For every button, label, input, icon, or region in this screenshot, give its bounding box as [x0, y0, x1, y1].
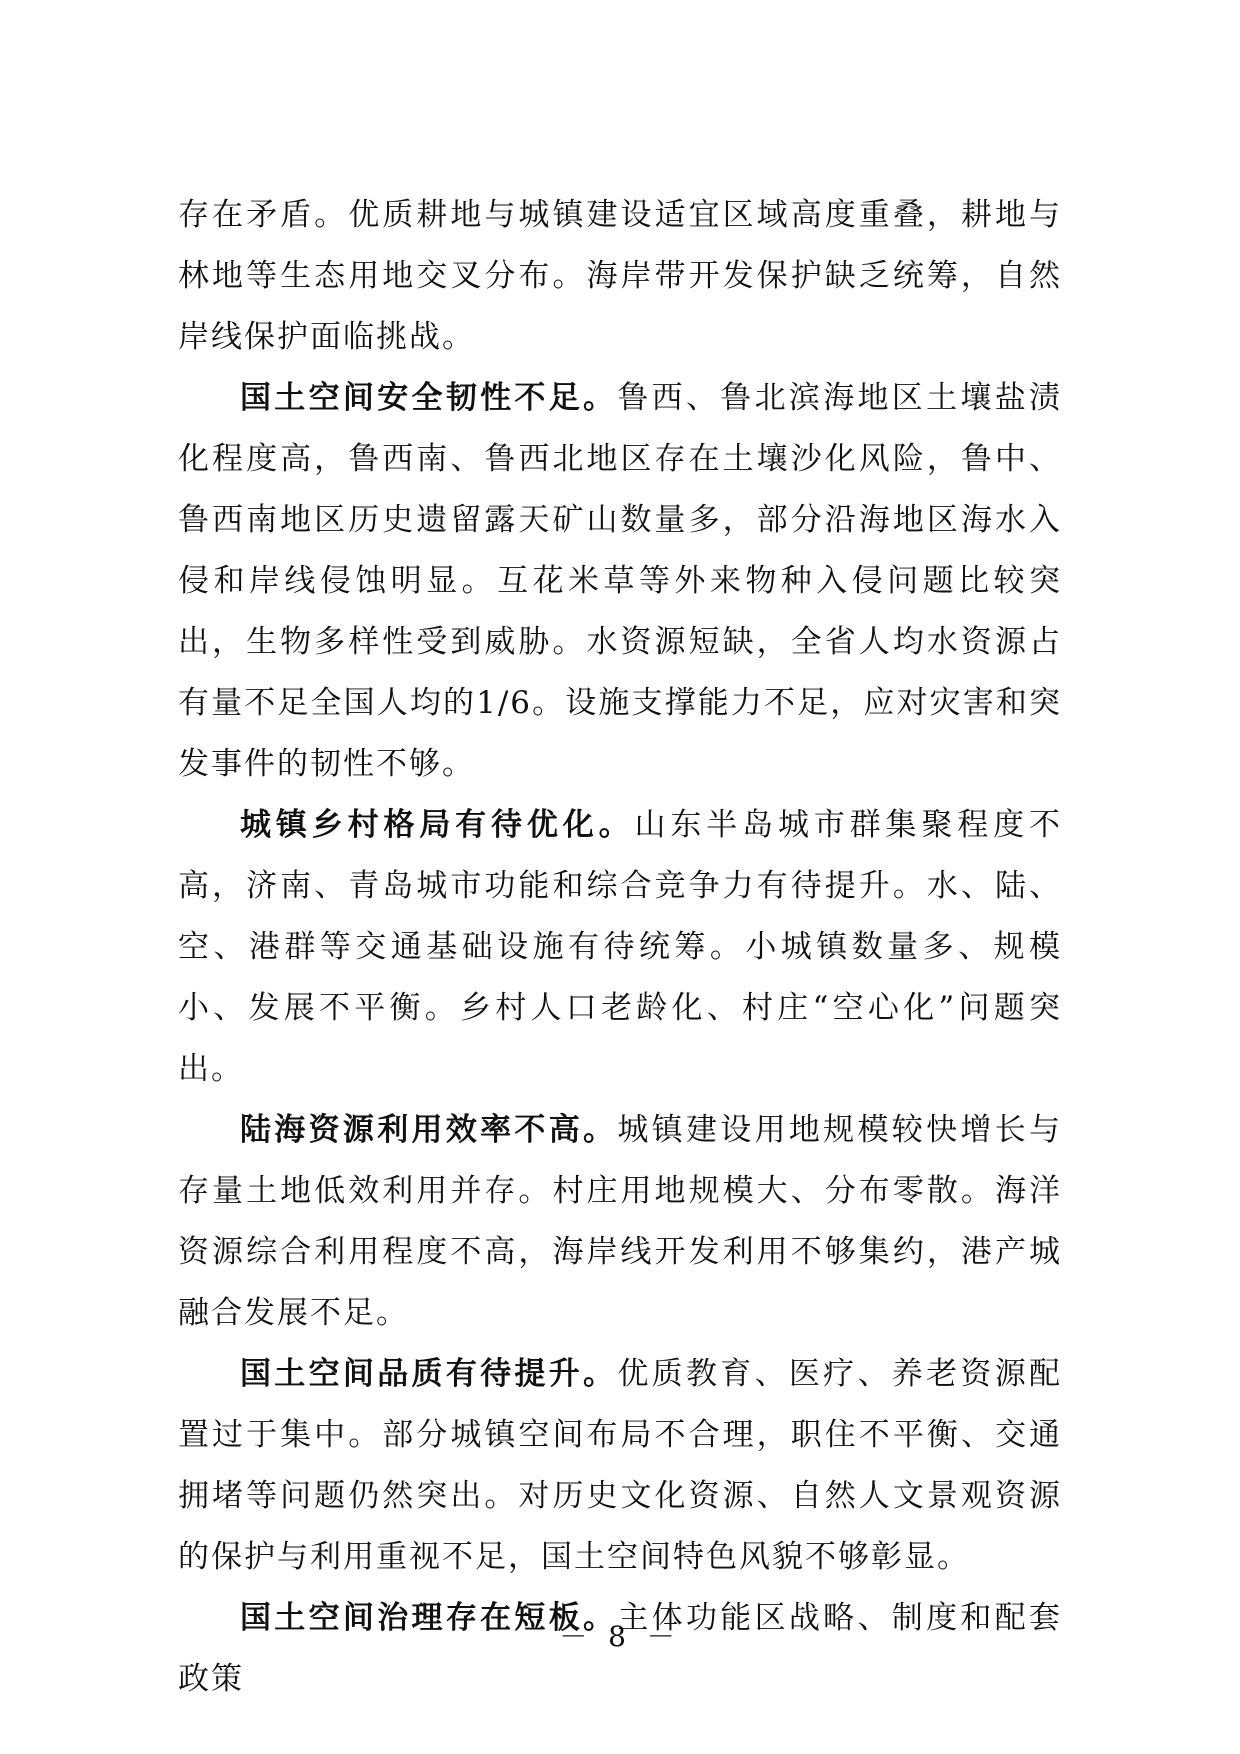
paragraph-continuation: [178, 185, 1062, 368]
paragraph-text: 鲁西、鲁北滨海地区土壤盐渍化程度高，鲁西南、鲁西北地区存在土壤沙化风险，鲁中、鲁西南地区历史遗留露天矿山数量多，部分沿海地区海水入侵和岸线侵蚀明显。互花米草等外来物种入侵问题比较突出，生物多样性受到威胁。水资源短缺，全省人均水资源占有量不足全国人均的1/6。设施支撑能力不足，应对灾害和突发事件的韧性不够。: [178, 380, 1063, 782]
paragraph-heading: 城镇乡村格局有待优化。: [240, 807, 635, 843]
paragraph-heading: 国土空间治理存在短板。: [240, 1600, 618, 1636]
paragraph-heading: 国土空间安全韧性不足。: [240, 380, 618, 416]
paragraph-heading: 陆海资源利用效率不高。: [240, 1112, 618, 1148]
paragraph-text: 存在矛盾。优质耕地与城镇建设适宜区域高度重叠，耕地与林地等生态用地交叉分布。海岸带开发保护缺乏统筹，自然岸线保护面临挑战。: [178, 197, 1062, 355]
paragraph-text: 优质教育、医疗、养老资源配置过于集中。部分城镇空间布局不合理，职住不平衡、交通拥堵等问题仍然突出。对历史文化资源、自然人文景观资源的保护与利用重视不足，国土空间特色风貌不够彰显。: [178, 1356, 1063, 1575]
paragraph-safety-resilience: [178, 368, 1062, 795]
paragraph-urban-rural-pattern: [178, 795, 1062, 1100]
paragraph-text: 城镇建设用地规模较快增长与存量土地低效利用并存。村庄用地规模大、分布零散。海洋资源综合利用程度不高，海岸线开发利用不够集约，港产城融合发展不足。: [178, 1112, 1063, 1331]
paragraph-resource-efficiency: [178, 1100, 1062, 1344]
paragraph-heading: 国土空间品质有待提升。: [240, 1356, 618, 1392]
paragraph-text: 主体功能区战略、制度和配套政策: [178, 1600, 1063, 1697]
paragraph-text: 山东半岛城市群集聚程度不高，济南、青岛城市功能和综合竞争力有待提升。水、陆、空、港群等交通基础设施有待统筹。小城镇数量多、规模小、发展不平衡。乡村人口老龄化、村庄“空心化”问题突出。: [178, 807, 1062, 1087]
page-number: － 8 －: [559, 1620, 681, 1653]
document-body: [178, 185, 1062, 1710]
paragraph-spatial-quality: [178, 1344, 1062, 1588]
